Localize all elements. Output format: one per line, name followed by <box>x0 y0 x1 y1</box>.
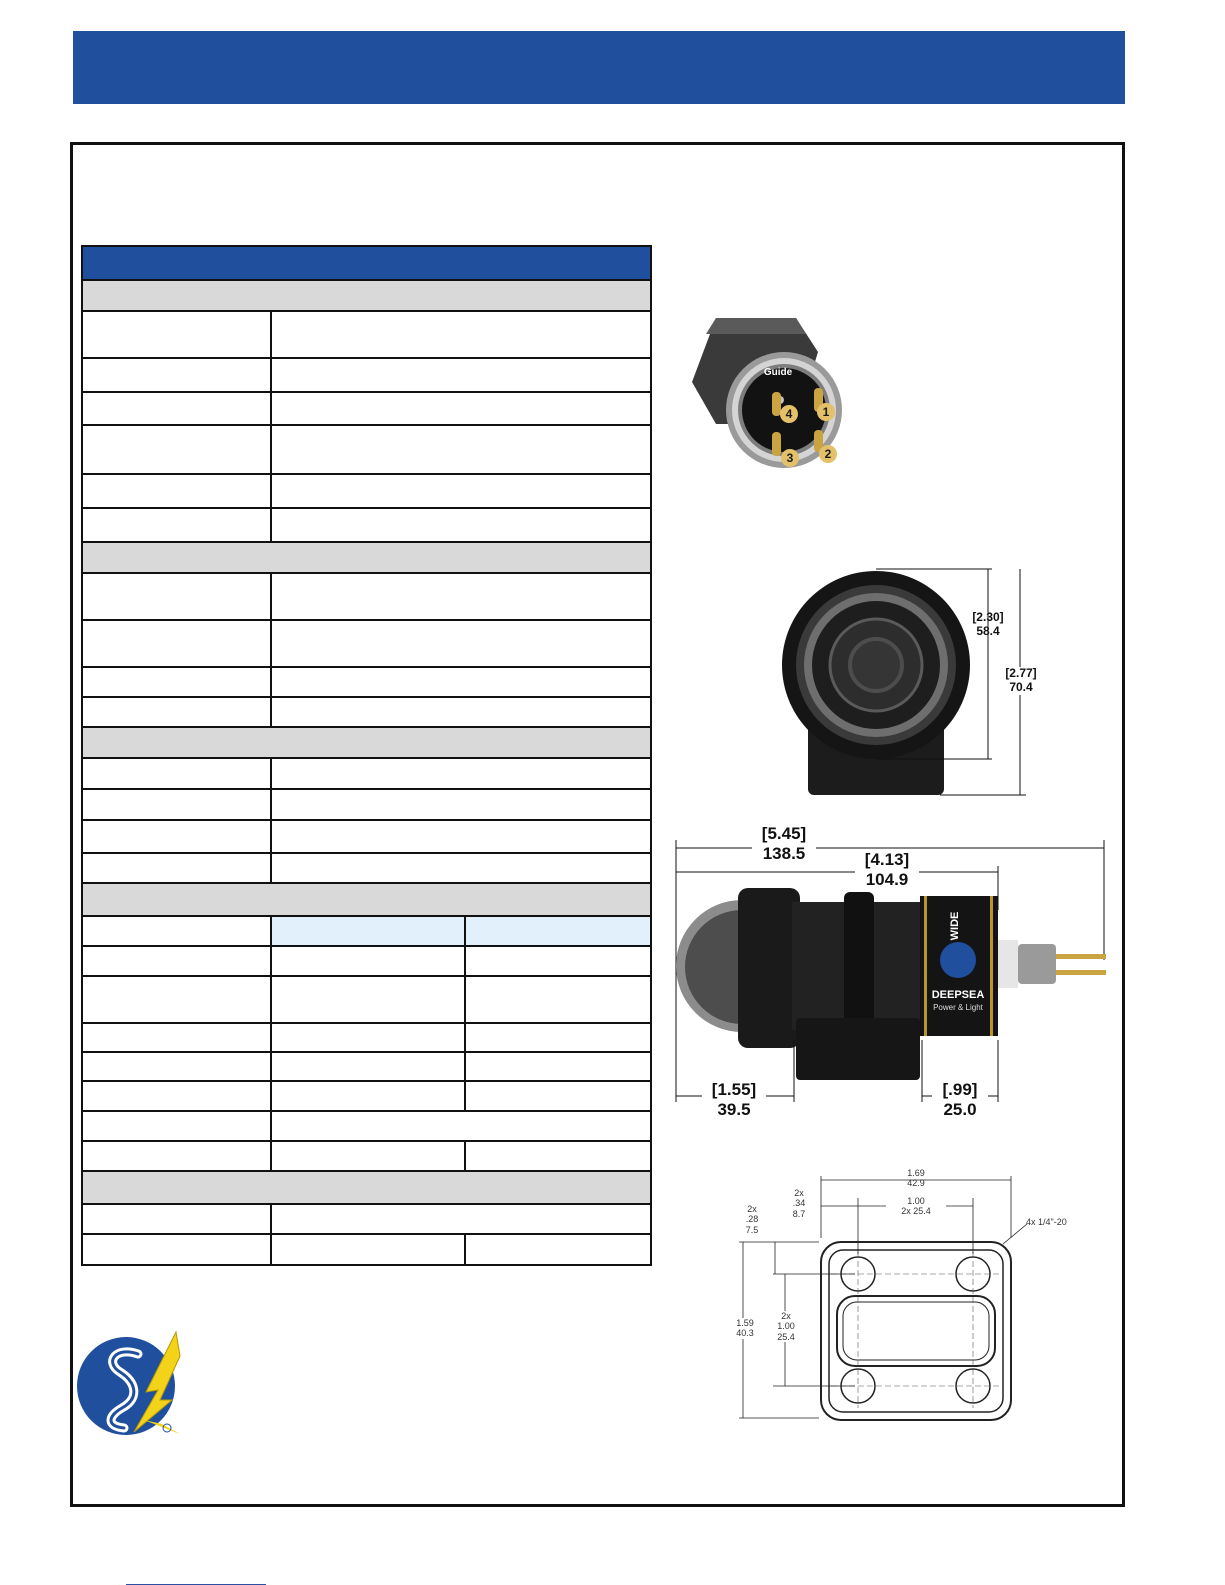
table-row <box>83 509 650 543</box>
spec-table <box>81 245 652 1266</box>
spec-section-header <box>83 728 650 759</box>
table-row <box>83 668 650 698</box>
table-row <box>83 574 650 621</box>
table-row <box>83 312 650 359</box>
svg-text:1: 1 <box>822 405 830 419</box>
thread-callout: 4x 1/4"-20 <box>1026 1217 1067 1227</box>
table-row <box>83 947 650 977</box>
table-row <box>83 821 650 854</box>
tagline-label: Power & Light <box>933 1003 983 1012</box>
table-row <box>83 917 650 947</box>
table-row <box>83 790 650 821</box>
svg-text:4: 4 <box>785 407 793 421</box>
table-row <box>83 426 650 475</box>
table-row <box>83 1053 650 1082</box>
table-row <box>83 359 650 393</box>
dim-front-offset: [1.55] 39.5 <box>702 1080 766 1119</box>
wide-label: WIDE <box>949 911 961 941</box>
spec-table-header <box>83 247 650 281</box>
spec-section-header <box>83 281 650 312</box>
table-row <box>83 1082 650 1112</box>
guide-label: Guide <box>763 367 793 378</box>
deepsea-label: DEEPSEA <box>931 989 985 1001</box>
table-row <box>83 1142 650 1172</box>
table-row <box>83 1024 650 1053</box>
table-row <box>83 759 650 790</box>
dim-lens-height: [2.30] 58.4 <box>972 610 1004 638</box>
dim-mount-width: 1.69 42.9 <box>907 1168 925 1189</box>
dim-rear-offset: [.99] 25.0 <box>932 1080 988 1119</box>
svg-text:3: 3 <box>786 451 794 465</box>
dim-body-length: [4.13] 104.9 <box>855 850 919 889</box>
svg-text:2: 2 <box>824 447 832 461</box>
spec-section-header <box>83 543 650 574</box>
table-row <box>83 393 650 426</box>
dim-hole-offset-x: 2x .34 8.7 <box>792 1188 806 1219</box>
table-row <box>83 1205 650 1235</box>
spec-section-header <box>83 1172 650 1205</box>
dim-total-height: [2.77] 70.4 <box>997 667 1045 695</box>
header-banner <box>73 31 1125 104</box>
table-row <box>83 1112 650 1142</box>
table-row <box>83 698 650 728</box>
company-logo <box>76 1328 184 1440</box>
table-row <box>83 854 650 884</box>
dim-hole-spacing-y: 2x 1.00 25.4 <box>771 1311 801 1342</box>
table-row <box>83 475 650 509</box>
table-row <box>83 621 650 668</box>
spec-section-header <box>83 884 650 917</box>
connector-photo <box>686 312 846 472</box>
dim-mount-height: 1.59 40.3 <box>730 1318 760 1339</box>
table-row <box>83 977 650 1024</box>
dim-hole-offset-y: 2x .28 7.5 <box>745 1204 759 1235</box>
table-row <box>83 1235 650 1264</box>
dim-hole-spacing-x: 1.00 2x 25.4 <box>886 1196 946 1217</box>
dim-overall-length: [5.45] 138.5 <box>752 824 816 863</box>
